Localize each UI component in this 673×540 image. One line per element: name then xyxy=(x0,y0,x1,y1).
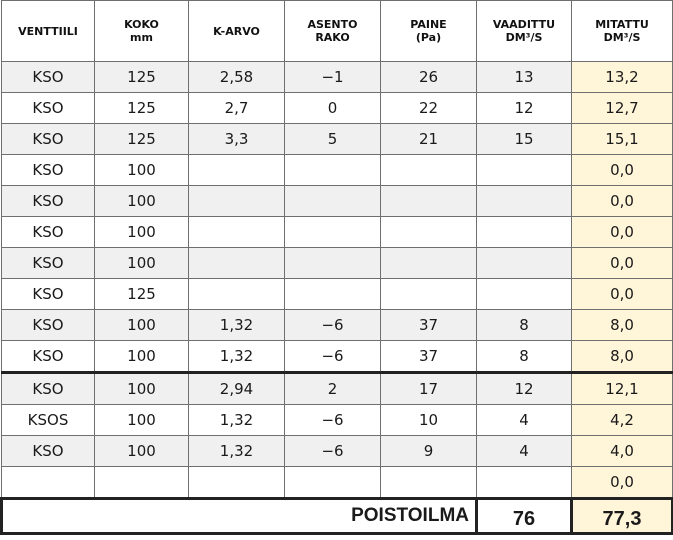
cell-measured: 0,0 xyxy=(572,248,673,279)
cell-measured: 4,2 xyxy=(572,405,673,436)
cell-k-value xyxy=(189,467,285,499)
cell-k-value xyxy=(189,155,285,186)
cell-measured: 0,0 xyxy=(572,217,673,248)
cell-pressure xyxy=(381,467,477,499)
table-row xyxy=(2,155,673,186)
cell-size: 100 xyxy=(95,310,189,341)
cell-pressure xyxy=(381,155,477,186)
cell-size: 100 xyxy=(95,217,189,248)
cell-valve: KSO xyxy=(2,310,95,341)
cell-required: 4 xyxy=(477,405,572,436)
header-valve: VENTTIILI xyxy=(2,1,95,62)
cell-position xyxy=(285,217,381,248)
cell-k-value: 1,32 xyxy=(189,341,285,373)
cell-measured: 0,0 xyxy=(572,279,673,310)
cell-required: 13 xyxy=(477,62,572,93)
cell-pressure: 21 xyxy=(381,124,477,155)
cell-measured: 4,0 xyxy=(572,436,673,467)
cell-valve: KSO xyxy=(2,279,95,310)
cell-k-value: 1,32 xyxy=(189,310,285,341)
cell-k-value: 1,32 xyxy=(189,436,285,467)
cell-position xyxy=(285,186,381,217)
cell-required xyxy=(477,279,572,310)
cell-size xyxy=(95,467,189,499)
cell-valve: KSO xyxy=(2,93,95,124)
table-row xyxy=(2,467,673,499)
cell-valve xyxy=(2,467,95,499)
total-label: POISTOILMA xyxy=(2,499,477,534)
cell-size: 100 xyxy=(95,436,189,467)
cell-pressure: 37 xyxy=(381,310,477,341)
cell-k-value: 2,58 xyxy=(189,62,285,93)
cell-valve: KSO xyxy=(2,62,95,93)
cell-position: −6 xyxy=(285,341,381,373)
cell-required: 15 xyxy=(477,124,572,155)
table-row xyxy=(2,279,673,310)
table-row xyxy=(2,93,673,124)
cell-k-value: 1,32 xyxy=(189,405,285,436)
cell-pressure: 17 xyxy=(381,373,477,405)
cell-measured: 8,0 xyxy=(572,310,673,341)
cell-valve: KSO xyxy=(2,186,95,217)
table-row xyxy=(2,62,673,93)
cell-position xyxy=(285,155,381,186)
cell-required xyxy=(477,155,572,186)
cell-measured: 15,1 xyxy=(572,124,673,155)
cell-size: 125 xyxy=(95,62,189,93)
cell-required: 12 xyxy=(477,373,572,405)
cell-measured: 12,1 xyxy=(572,373,673,405)
cell-size: 125 xyxy=(95,279,189,310)
header-position: ASENTO RAKO xyxy=(285,1,381,62)
cell-position: 0 xyxy=(285,93,381,124)
cell-pressure xyxy=(381,248,477,279)
cell-required xyxy=(477,248,572,279)
cell-size: 125 xyxy=(95,93,189,124)
cell-size: 100 xyxy=(95,405,189,436)
cell-k-value xyxy=(189,248,285,279)
cell-measured: 0,0 xyxy=(572,467,673,499)
cell-required xyxy=(477,467,572,499)
table-row xyxy=(2,124,673,155)
header-pressure: PAINE (Pa) xyxy=(381,1,477,62)
cell-measured: 0,0 xyxy=(572,186,673,217)
cell-k-value: 2,7 xyxy=(189,93,285,124)
table-row xyxy=(2,405,673,436)
table-row xyxy=(2,186,673,217)
cell-position xyxy=(285,467,381,499)
cell-pressure xyxy=(381,279,477,310)
cell-position: −1 xyxy=(285,62,381,93)
table-row xyxy=(2,310,673,341)
cell-position: −6 xyxy=(285,436,381,467)
table-row xyxy=(2,436,673,467)
cell-measured: 8,0 xyxy=(572,341,673,373)
table-row xyxy=(2,341,673,373)
cell-pressure: 26 xyxy=(381,62,477,93)
cell-size: 100 xyxy=(95,155,189,186)
total-measured: 77,3 xyxy=(572,499,673,534)
cell-size: 100 xyxy=(95,186,189,217)
total-required: 76 xyxy=(477,499,572,534)
total-row xyxy=(2,499,673,534)
cell-measured: 13,2 xyxy=(572,62,673,93)
cell-required: 8 xyxy=(477,310,572,341)
cell-position: 2 xyxy=(285,373,381,405)
cell-position xyxy=(285,279,381,310)
cell-measured: 12,7 xyxy=(572,93,673,124)
table-row xyxy=(2,373,673,405)
header-row xyxy=(2,1,673,62)
cell-size: 100 xyxy=(95,373,189,405)
cell-size: 100 xyxy=(95,248,189,279)
cell-size: 125 xyxy=(95,124,189,155)
cell-k-value xyxy=(189,186,285,217)
cell-required: 4 xyxy=(477,436,572,467)
cell-pressure xyxy=(381,217,477,248)
cell-valve: KSO xyxy=(2,341,95,373)
cell-pressure xyxy=(381,186,477,217)
cell-pressure: 22 xyxy=(381,93,477,124)
cell-k-value xyxy=(189,217,285,248)
cell-required: 12 xyxy=(477,93,572,124)
cell-valve: KSO xyxy=(2,248,95,279)
cell-k-value xyxy=(189,279,285,310)
cell-required xyxy=(477,186,572,217)
cell-valve: KSO xyxy=(2,373,95,405)
cell-pressure: 9 xyxy=(381,436,477,467)
cell-valve: KSO xyxy=(2,217,95,248)
header-k-value: K-ARVO xyxy=(189,1,285,62)
cell-pressure: 10 xyxy=(381,405,477,436)
cell-valve: KSO xyxy=(2,124,95,155)
cell-required: 8 xyxy=(477,341,572,373)
header-measured: MITATTU DM³/S xyxy=(572,1,673,62)
cell-position: 5 xyxy=(285,124,381,155)
cell-k-value: 2,94 xyxy=(189,373,285,405)
cell-position: −6 xyxy=(285,310,381,341)
cell-valve: KSO xyxy=(2,155,95,186)
cell-valve: KSOS xyxy=(2,405,95,436)
header-required: VAADITTU DM³/S xyxy=(477,1,572,62)
cell-valve: KSO xyxy=(2,436,95,467)
table-body xyxy=(2,62,673,499)
table-row xyxy=(2,217,673,248)
cell-size: 100 xyxy=(95,341,189,373)
cell-pressure: 37 xyxy=(381,341,477,373)
header-size: KOKO mm xyxy=(95,1,189,62)
cell-required xyxy=(477,217,572,248)
table-row xyxy=(2,248,673,279)
cell-measured: 0,0 xyxy=(572,155,673,186)
cell-position: −6 xyxy=(285,405,381,436)
cell-k-value: 3,3 xyxy=(189,124,285,155)
cell-position xyxy=(285,248,381,279)
